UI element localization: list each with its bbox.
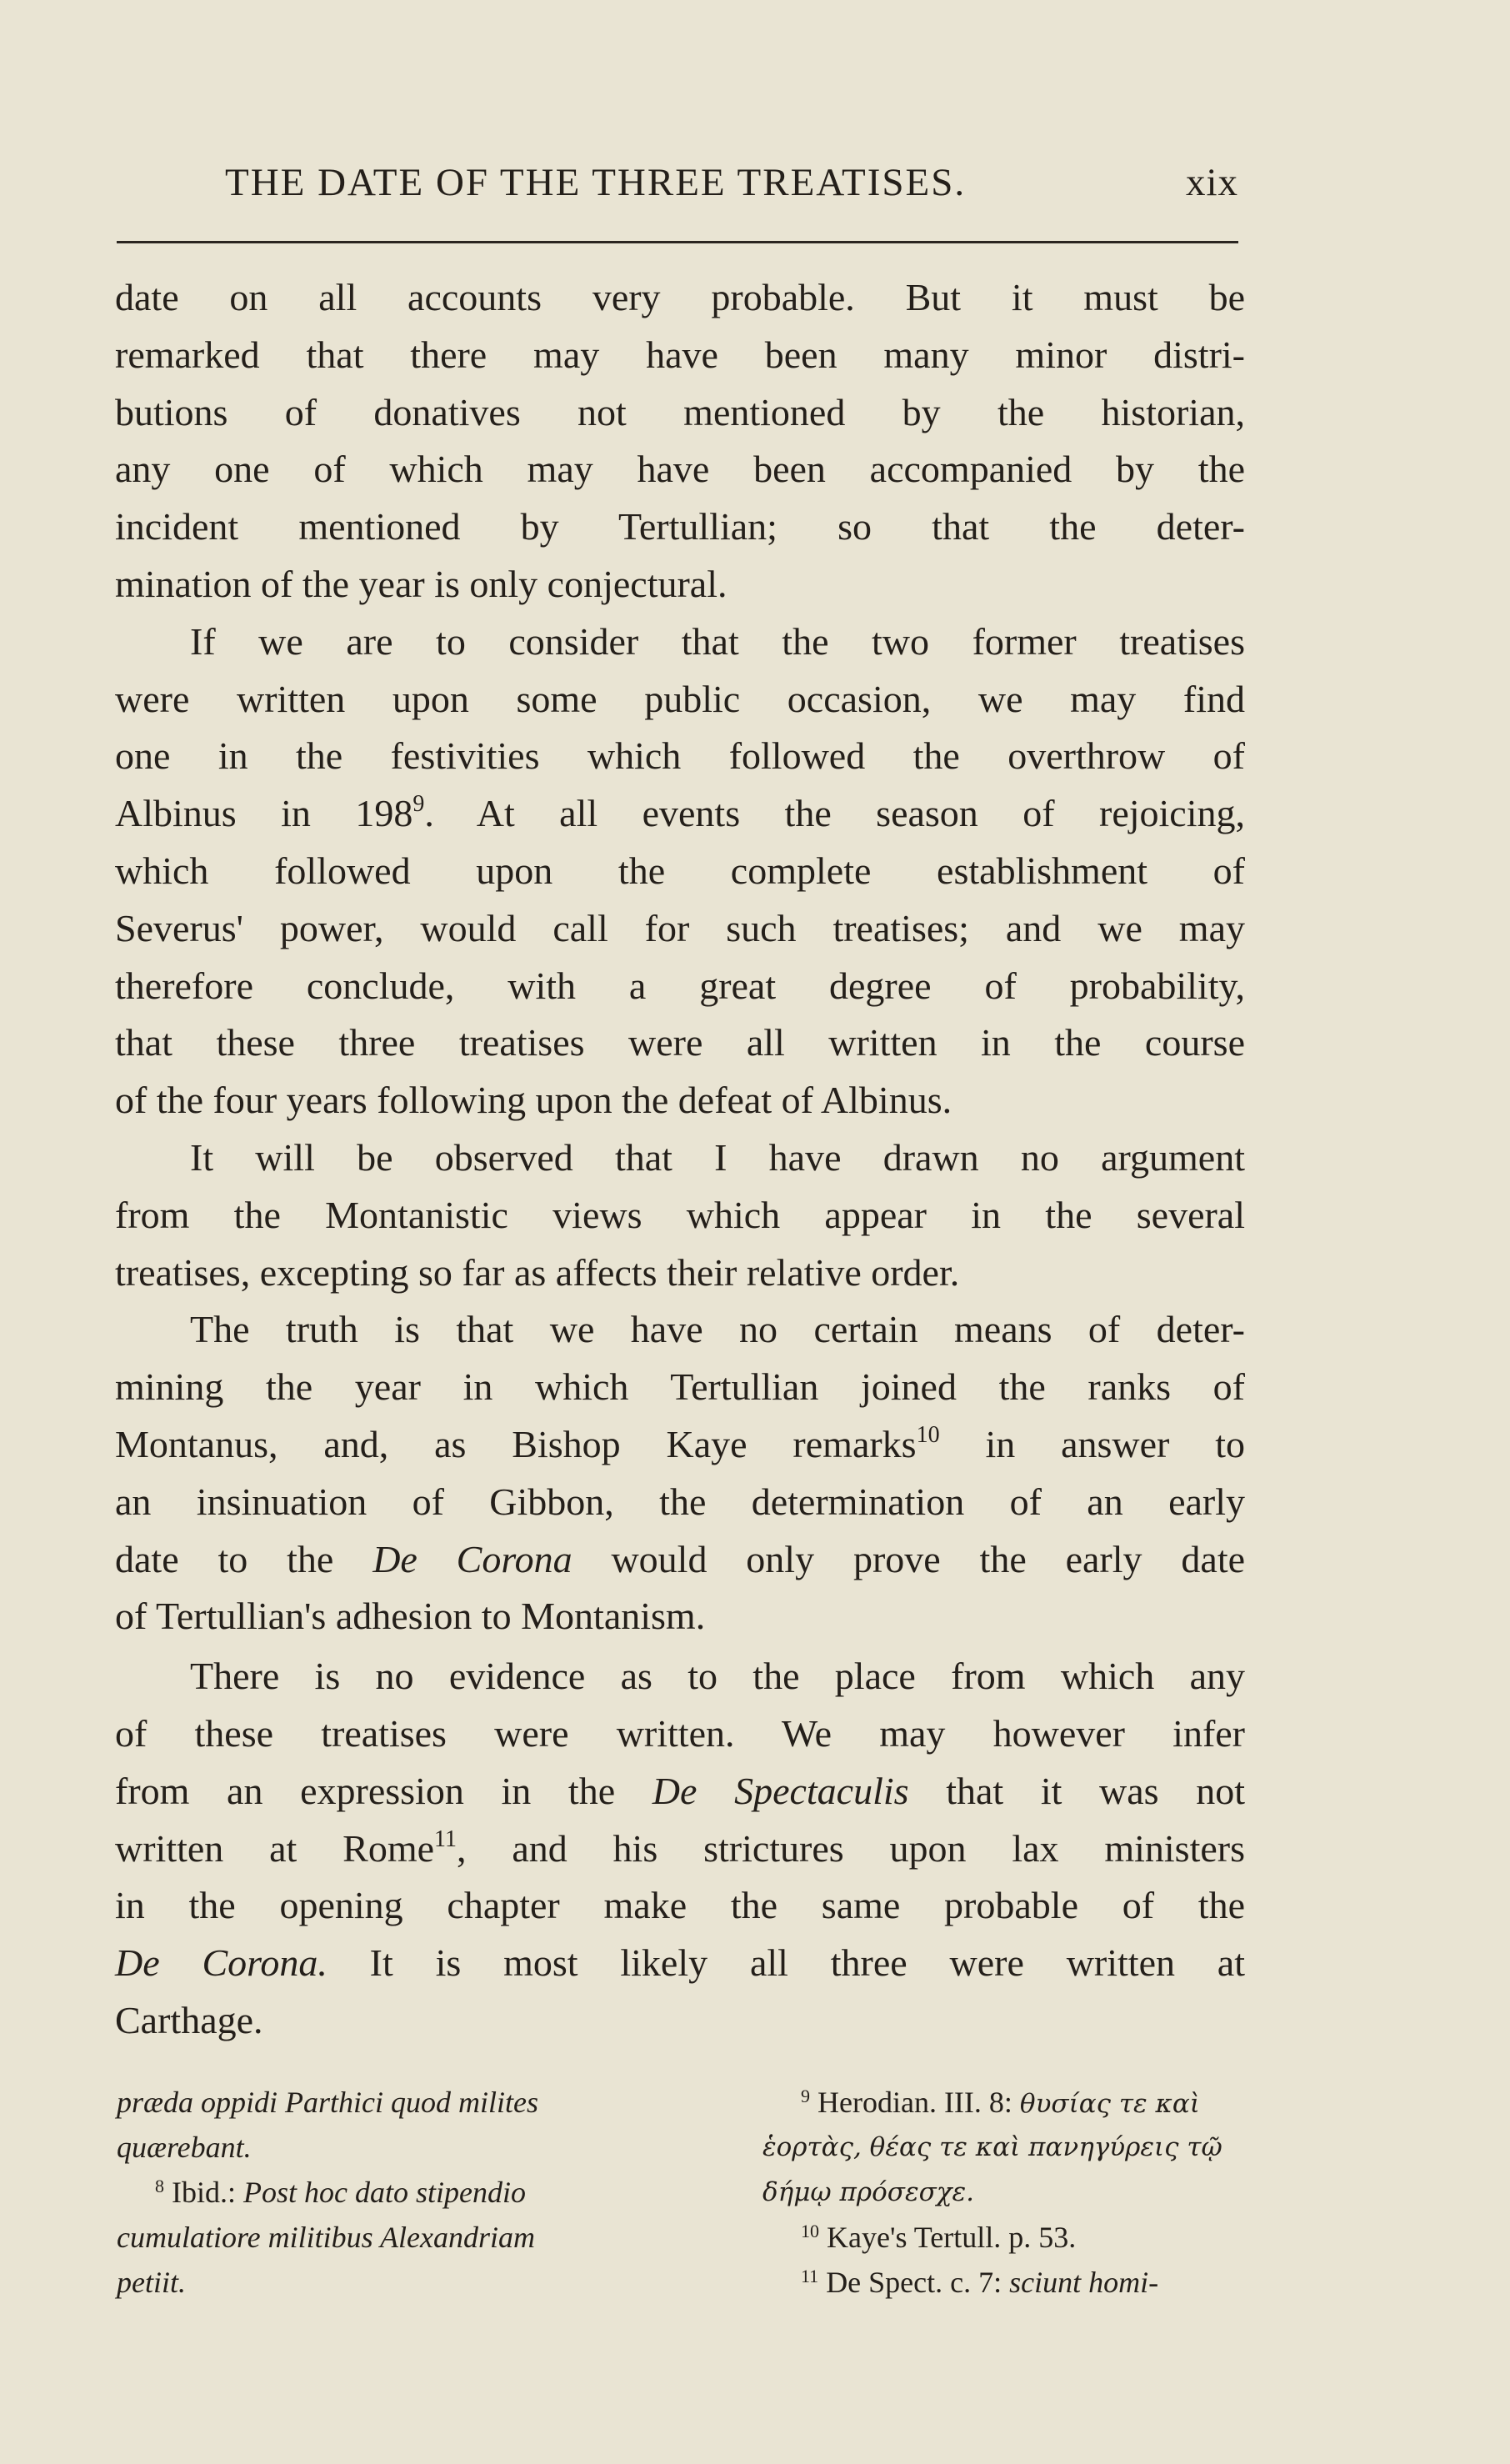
text-line: one in the festivities which followed the overthrow of xyxy=(115,734,1245,778)
text-line: that these three treatises were all written in the course xyxy=(115,1021,1245,1064)
footnote-line: ἑορτὰς, θέας τε καὶ πανηγύρεις τῷ xyxy=(762,2132,1222,2162)
footnotes-left-column xyxy=(117,2080,667,2305)
text-line: treatises, excepting so far as affects their relative order. xyxy=(115,1250,960,1294)
text-line: The truth is that we have no certain means of deter- xyxy=(190,1308,1245,1351)
footnote-ref-9: 9 xyxy=(412,791,425,818)
text-line: Severus' power, would call for such treatises; and we may xyxy=(115,906,1245,949)
text-line: If we are to consider that the two former treatises xyxy=(190,619,1245,663)
work-title: De Corona. xyxy=(115,1941,328,1985)
text-line: date to the De Corona would only prove the early date xyxy=(115,1537,1246,1580)
text-line: in the opening chapter make the same probable of the xyxy=(115,1884,1245,1927)
work-title: De Corona xyxy=(372,1537,572,1580)
page-header xyxy=(117,160,1238,220)
text-line: of Tertullian's adhesion to Montanism. xyxy=(115,1595,706,1638)
text-line: There is no evidence as to the place from which any xyxy=(190,1655,1245,1698)
footnote-line: præda oppidi Parthici quod milites xyxy=(117,2086,539,2119)
footnote-line: petiit. xyxy=(117,2266,186,2299)
footnote-line: quærebant. xyxy=(117,2131,252,2164)
footnotes-right-column xyxy=(762,2080,1258,2305)
text-line: remarked that there may have been many minor distri- xyxy=(115,333,1245,376)
text-line: of these treatises were written. We may however infer xyxy=(115,1711,1245,1755)
footnote-10: $^{10}$ Kaye's Tertull. p. 53. xyxy=(801,2221,1077,2254)
text-line: from the Montanistic views which appear in the several xyxy=(115,1193,1245,1236)
text-line: mination of the year is only conjectural. xyxy=(115,562,728,605)
footnote-11: $^{11}$ De Spect. c. 7: sciunt homi- xyxy=(801,2266,1159,2299)
work-title: De Spectaculis xyxy=(652,1769,909,1812)
footnote-8: $^8$ Ibid.: Post hoc dato stipendio xyxy=(155,2176,526,2209)
running-title: THE DATE OF THE THREE TREATISES. xyxy=(225,161,967,204)
main-text xyxy=(115,269,1245,2050)
text-line: which followed upon the complete establishment of xyxy=(115,849,1245,892)
text-line: butions of donatives not mentioned by the historian, xyxy=(115,390,1245,433)
text-line: were written upon some public occasion, we may find xyxy=(115,677,1245,720)
text-line: an insinuation of Gibbon, the determination of an early xyxy=(115,1480,1245,1523)
text-line: It will be observed that I have drawn no argument xyxy=(190,1135,1245,1179)
page-number: xix xyxy=(1185,161,1238,204)
text-line: De Corona. It is most likely all three were written at xyxy=(115,1941,1246,1985)
footnote-line: δήμῳ πρόσεσχε. xyxy=(762,2177,975,2207)
text-line: Montanus, and, as Bishop Kaye remarks$^{10}$ in answer to xyxy=(115,1421,1245,1465)
text-line: Carthage. xyxy=(115,1998,263,2041)
text-line: of the four years following upon the defeat of Albinus. xyxy=(115,1079,952,1122)
footnote-ref-11: 11 xyxy=(434,1825,457,1852)
text-line: from an expression in the De Spectaculis that it was not xyxy=(115,1769,1246,1812)
text-line: any one of which may have been accompanied by the xyxy=(115,448,1245,491)
text-line: mining the year in which Tertullian joined the ranks of xyxy=(115,1365,1245,1409)
text-line: incident mentioned by Tertullian; so that the deter- xyxy=(115,505,1245,548)
footnote-ref-10: 10 xyxy=(916,1421,940,1448)
header-rule xyxy=(117,241,1238,243)
footnote-9: $^9$ Herodian. III. 8: θυσίας τε καὶ xyxy=(801,2086,1200,2119)
text-line: written at Rome$^{11}$, and his strictures upon lax ministers xyxy=(115,1825,1246,1870)
text-line: Albinus in $198^9$. At all events the season of rejoicing, xyxy=(115,791,1245,835)
text-line: date on all accounts very probable. But it must be xyxy=(115,276,1245,318)
text-line: therefore conclude, with a great degree of probability, xyxy=(115,964,1245,1007)
footnote-line: cumulatiore militibus Alexandriam xyxy=(117,2221,535,2254)
